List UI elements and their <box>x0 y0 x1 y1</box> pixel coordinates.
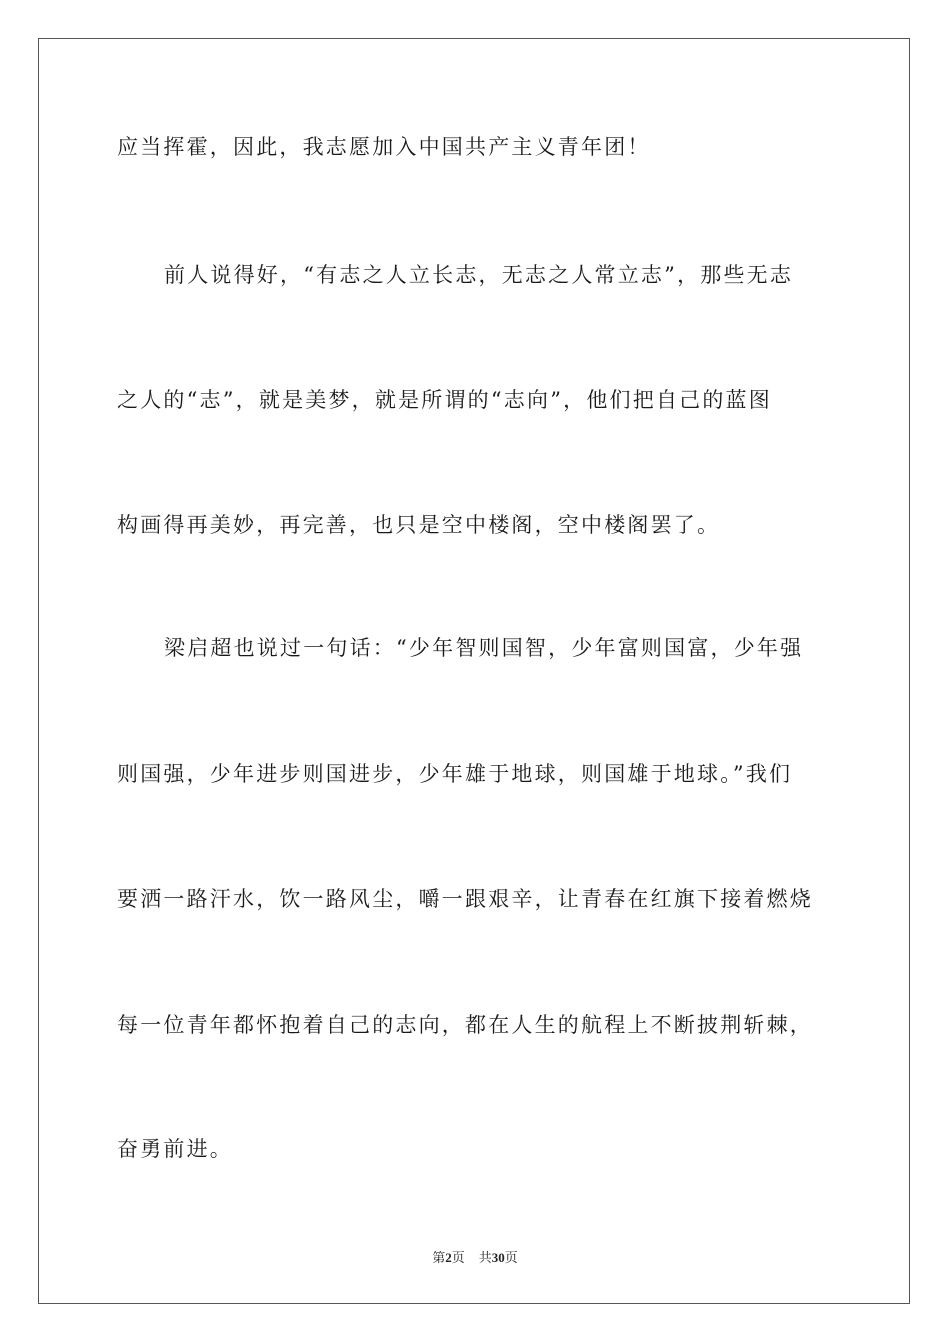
page-prefix: 第 <box>432 1250 446 1265</box>
text-line: 之人的“志”，就是美梦，就是所谓的“志向”，他们把自己的蓝图 <box>117 388 772 412</box>
text-line: 则国强，少年进步则国进步，少年雄于地球，则国雄于地球。”我们 <box>117 762 793 786</box>
total-pages: 30 <box>491 1250 505 1265</box>
text-line: 梁启超也说过一句话：“少年智则国智，少年富则国富，少年强 <box>164 636 804 660</box>
page-border <box>38 38 910 1304</box>
text-line: 每一位青年都怀抱着自己的志向，都在人生的航程上不断披荆斩棘， <box>117 1013 813 1037</box>
text-line: 应当挥霍，因此，我志愿加入中国共产主义青年团！ <box>117 135 651 159</box>
text-line: 构画得再美妙，再完善，也只是空中楼阁，空中楼阁罢了。 <box>117 513 721 537</box>
text-line: 要洒一路汗水，饮一路风尘，嚼一跟艰辛，让青春在红旗下接着燃烧 <box>117 887 813 911</box>
page-footer <box>0 1247 950 1266</box>
text-line: 前人说得好，“有志之人立长志，无志之人常立志”，那些无志 <box>164 263 794 287</box>
page-number: 2 <box>445 1250 452 1265</box>
total-suffix: 页 <box>504 1250 518 1265</box>
page-suffix: 页 <box>451 1250 465 1265</box>
text-line: 奋勇前进。 <box>117 1137 233 1161</box>
total-prefix: 共 <box>478 1250 492 1265</box>
